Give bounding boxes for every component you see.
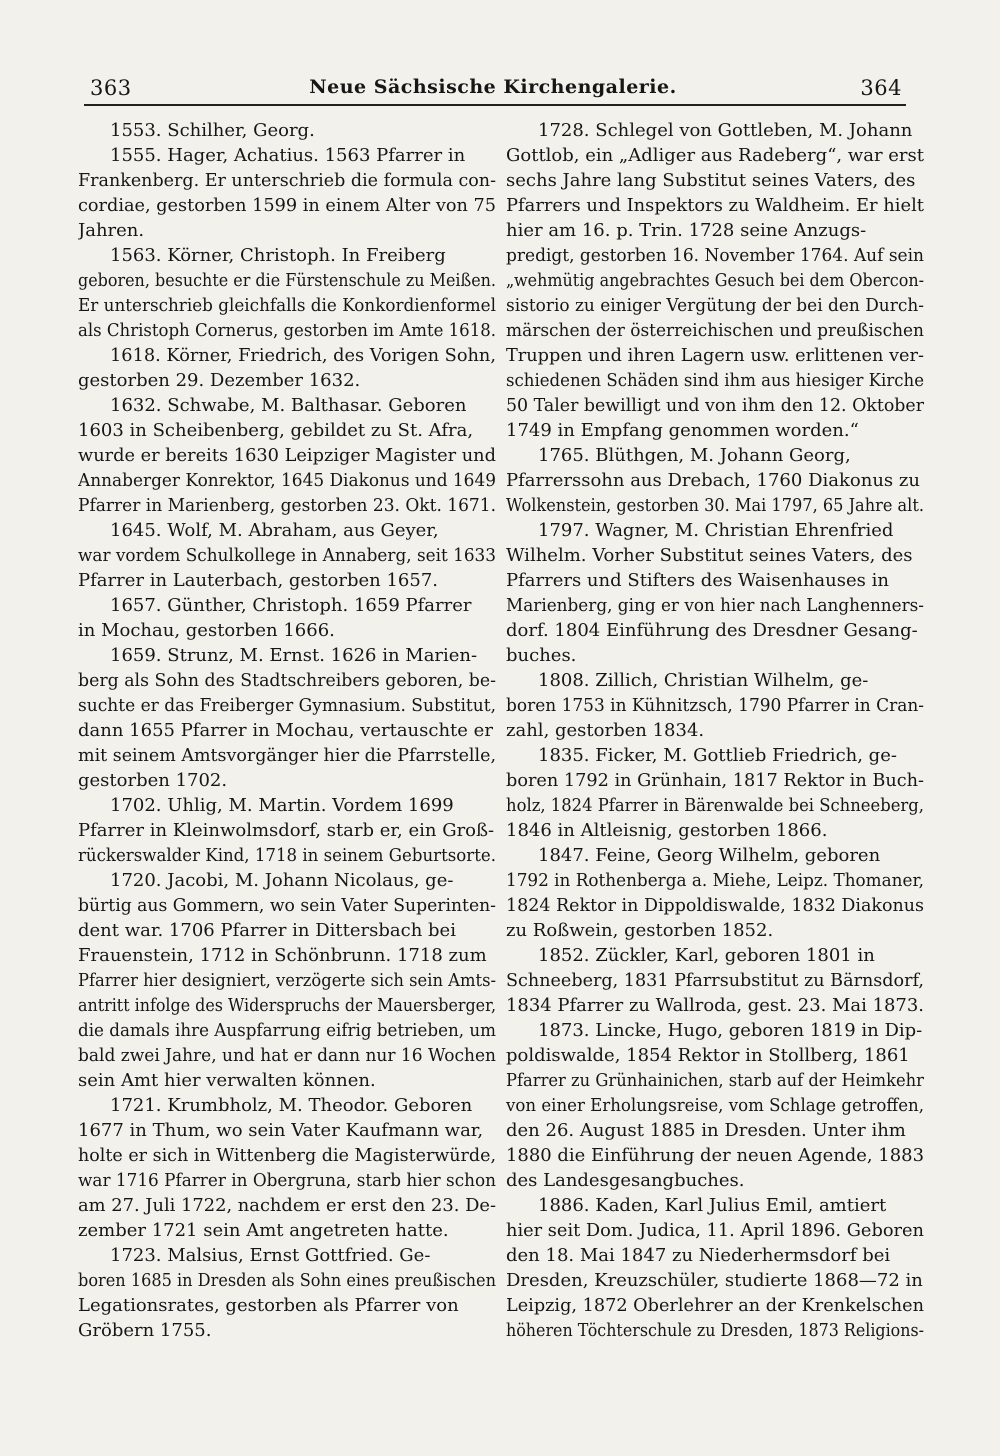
text-line: Gröbern 1755. <box>78 1320 212 1341</box>
left-column <box>78 118 496 1343</box>
text-line: rückerswalder Kind, 1718 in seinem Geburtsorte. <box>78 845 496 866</box>
text-line: 1603 in Scheibenberg, gebildet zu St. Afra, <box>78 420 474 441</box>
text-line: 1886. Kaden, Karl Julius Emil, amtiert <box>538 1195 887 1216</box>
text-line: von einer Erholungsreise, vom Schlage getroffen, <box>506 1095 924 1116</box>
text-line: suchte er das Freiberger Gymnasium. Substitut, <box>78 695 496 716</box>
text-line: antritt infolge des Widerspruchs der Mauersberger, <box>78 995 496 1016</box>
text-line: war vordem Schulkollege in Annaberg, seit 1633 <box>78 545 496 566</box>
text-line: 1834 Pfarrer zu Wallroda, gest. 23. Mai 1873. <box>506 995 924 1016</box>
text-line: holz, 1824 Pfarrer in Bärenwalde bei Schneeberg, <box>506 795 924 816</box>
right-column <box>506 118 924 1343</box>
running-title: Neue Sächsische Kirchengalerie. <box>309 76 677 98</box>
text-line: 1659. Strunz, M. Ernst. 1626 in Marien- <box>110 645 478 666</box>
text-line: den 26. August 1885 in Dresden. Unter ihm <box>506 1120 906 1141</box>
text-line: cordiae, gestorben 1599 in einem Alter von 75 <box>78 195 496 216</box>
text-line: 1553. Schilher, Georg. <box>110 120 315 141</box>
text-line: poldiswalde, 1854 Rektor in Stollberg, 1861 <box>506 1045 910 1066</box>
text-line: bald zwei Jahre, und hat er dann nur 16 Wochen <box>78 1045 496 1066</box>
text-line: den 18. Mai 1847 zu Niederhermsdorf bei <box>506 1245 891 1266</box>
text-line: gestorben 29. Dezember 1632. <box>78 370 361 391</box>
text-line: Wolkenstein, gestorben 30. Mai 1797, 65 Jahre alt. <box>506 495 924 516</box>
text-line: 1792 in Rothenberga a. Miehe, Leipz. Thomaner, <box>506 870 924 891</box>
text-line: zahl, gestorben 1834. <box>506 720 705 741</box>
text-line: berg als Sohn des Stadtschreibers geboren, be- <box>78 670 496 691</box>
text-line: Pfarrers und Stifters des Waisenhauses in <box>506 570 889 591</box>
text-line: boren 1685 in Dresden als Sohn eines preußischen <box>78 1270 496 1291</box>
text-line: schiedenen Schäden sind ihm aus hiesiger Kirche <box>506 370 924 391</box>
text-line: boren 1792 in Grünhain, 1817 Rektor in Buch- <box>506 770 924 791</box>
text-line: 1563. Körner, Christoph. In Freiberg <box>110 245 446 266</box>
text-line: 1618. Körner, Friedrich, des Vorigen Sohn, <box>110 345 496 366</box>
text-line: märschen der österreichischen und preußischen <box>506 320 924 341</box>
text-line: 1723. Malsius, Ernst Gottfried. Ge- <box>110 1245 431 1266</box>
text-line: 1824 Rektor in Dippoldiswalde, 1832 Diakonus <box>506 895 924 916</box>
text-line: wurde er bereits 1630 Leipziger Magister und <box>78 445 496 466</box>
text-line: dann 1655 Pfarrer in Mochau, vertauschte er <box>78 720 493 741</box>
text-line: 1749 in Empfang genommen worden.“ <box>506 420 859 441</box>
text-line: Pfarrerssohn aus Drebach, 1760 Diakonus zu <box>506 470 920 491</box>
text-line: als Christoph Cornerus, gestorben im Amte 1618. <box>78 320 496 341</box>
text-line: 1677 in Thum, wo sein Vater Kaufmann war, <box>78 1120 484 1141</box>
text-line: 1555. Hager, Achatius. 1563 Pfarrer in <box>110 145 466 166</box>
text-line: Pfarrer in Kleinwolmsdorf, starb er, ein Groß- <box>78 820 495 841</box>
text-line: geboren, besuchte er die Fürstenschule zu Meißen. <box>78 270 496 291</box>
text-line: 1702. Uhlig, M. Martin. Vordem 1699 <box>110 795 454 816</box>
text-line: Pfarrers und Inspektors zu Waldheim. Er hielt <box>506 195 924 216</box>
text-line: zember 1721 sein Amt angetreten hatte. <box>78 1220 449 1241</box>
text-line: in Mochau, gestorben 1666. <box>78 620 335 641</box>
text-line: die damals ihre Auspfarrung eifrig betrieben, um <box>78 1020 496 1041</box>
text-line: Wilhelm. Vorher Substitut seines Vaters, des <box>506 545 913 566</box>
header-rule <box>84 104 906 106</box>
text-line: hier seit Dom. Judica, 11. April 1896. Geboren <box>506 1220 924 1241</box>
text-line: Pfarrer zu Grünhainichen, starb auf der Heimkehr <box>506 1070 924 1091</box>
text-line: 1847. Feine, Georg Wilhelm, geboren <box>538 845 881 866</box>
text-line: war 1716 Pfarrer in Obergruna, starb hier schon <box>78 1170 496 1191</box>
text-line: 1765. Blüthgen, M. Johann Georg, <box>538 445 851 466</box>
text-line: 50 Taler bewilligt und von ihm den 12. Oktober <box>506 395 924 416</box>
text-line: Pfarrer in Lauterbach, gestorben 1657. <box>78 570 439 591</box>
page-number-left: 363 <box>90 76 132 100</box>
text-line: dent war. 1706 Pfarrer in Dittersbach bei <box>78 920 456 941</box>
text-line: Annaberger Konrektor, 1645 Diakonus und 1649 <box>78 470 496 491</box>
text-line: Gottlob, ein „Adliger aus Radeberg“, war erst <box>506 145 924 166</box>
text-line: predigt, gestorben 16. November 1764. Auf sein <box>506 245 924 266</box>
text-line: 1835. Ficker, M. Gottlieb Friedrich, ge- <box>538 745 897 766</box>
text-line: zu Roßwein, gestorben 1852. <box>506 920 774 941</box>
text-line: 1728. Schlegel von Gottleben, M. Johann <box>538 120 913 141</box>
text-line: mit seinem Amtsvorgänger hier die Pfarrstelle, <box>78 745 496 766</box>
text-line: Er unterschrieb gleichfalls die Konkordienformel <box>78 295 496 316</box>
text-line: sechs Jahre lang Substitut seines Vaters, des <box>506 170 916 191</box>
text-line: Frauenstein, 1712 in Schönbrunn. 1718 zum <box>78 945 487 966</box>
text-line: holte er sich in Wittenberg die Magisterwürde, <box>78 1145 496 1166</box>
text-line: Pfarrer in Marienberg, gestorben 23. Okt. 1671. <box>78 495 496 516</box>
text-line: gestorben 1702. <box>78 770 228 791</box>
text-line: 1645. Wolf, M. Abraham, aus Geyer, <box>110 520 439 541</box>
text-line: 1632. Schwabe, M. Balthasar. Geboren <box>110 395 467 416</box>
text-line: hier am 16. p. Trin. 1728 seine Anzugs- <box>506 220 867 241</box>
text-line: „wehmütig angebrachtes Gesuch bei dem Obercon- <box>506 270 924 291</box>
text-line: 1721. Krumbholz, M. Theodor. Geboren <box>110 1095 473 1116</box>
text-line: sein Amt hier verwalten können. <box>78 1070 376 1091</box>
text-line: 1797. Wagner, M. Christian Ehrenfried <box>538 520 894 541</box>
text-line: Schneeberg, 1831 Pfarrsubstitut zu Bärnsdorf, <box>506 970 924 991</box>
text-line: Frankenberg. Er unterschrieb die formula con- <box>78 170 496 191</box>
page-number-right: 364 <box>860 76 902 100</box>
text-line: Jahren. <box>78 220 145 241</box>
text-line: des Landesgesangbuches. <box>506 1170 745 1191</box>
text-line: buches. <box>506 645 577 666</box>
text-line: am 27. Juli 1722, nachdem er erst den 23. De- <box>78 1195 496 1216</box>
text-line: sistorio zu einiger Vergütung der bei den Durch- <box>506 295 924 316</box>
text-line: Leipzig, 1872 Oberlehrer an der Krenkelschen <box>506 1295 924 1316</box>
text-line: 1808. Zillich, Christian Wilhelm, ge- <box>538 670 869 691</box>
text-line: höheren Töchterschule zu Dresden, 1873 Religions- <box>506 1320 924 1341</box>
running-head <box>78 76 908 106</box>
text-line: 1657. Günther, Christoph. 1659 Pfarrer <box>110 595 472 616</box>
text-line: bürtig aus Gommern, wo sein Vater Superinten- <box>78 895 496 916</box>
text-line: 1846 in Altleisnig, gestorben 1866. <box>506 820 828 841</box>
text-line: 1880 die Einführung der neuen Agende, 1883 <box>506 1145 924 1166</box>
text-line: 1720. Jacobi, M. Johann Nicolaus, ge- <box>110 870 454 891</box>
text-line: boren 1753 in Kühnitzsch, 1790 Pfarrer in Cran- <box>506 695 924 716</box>
text-line: Legationsrates, gestorben als Pfarrer von <box>78 1295 459 1316</box>
text-line: Pfarrer hier designiert, verzögerte sich sein Amts- <box>78 970 496 991</box>
text-line: Dresden, Kreuzschüler, studierte 1868—72 in <box>506 1270 923 1291</box>
text-line: 1852. Zückler, Karl, geboren 1801 in <box>538 945 875 966</box>
text-line: dorf. 1804 Einführung des Dresdner Gesang- <box>506 620 918 641</box>
text-line: 1873. Lincke, Hugo, geboren 1819 in Dip- <box>538 1020 923 1041</box>
text-line: Truppen und ihren Lagern usw. erlittenen ver- <box>506 345 924 366</box>
text-line: Marienberg, ging er von hier nach Langhenners- <box>506 595 924 616</box>
